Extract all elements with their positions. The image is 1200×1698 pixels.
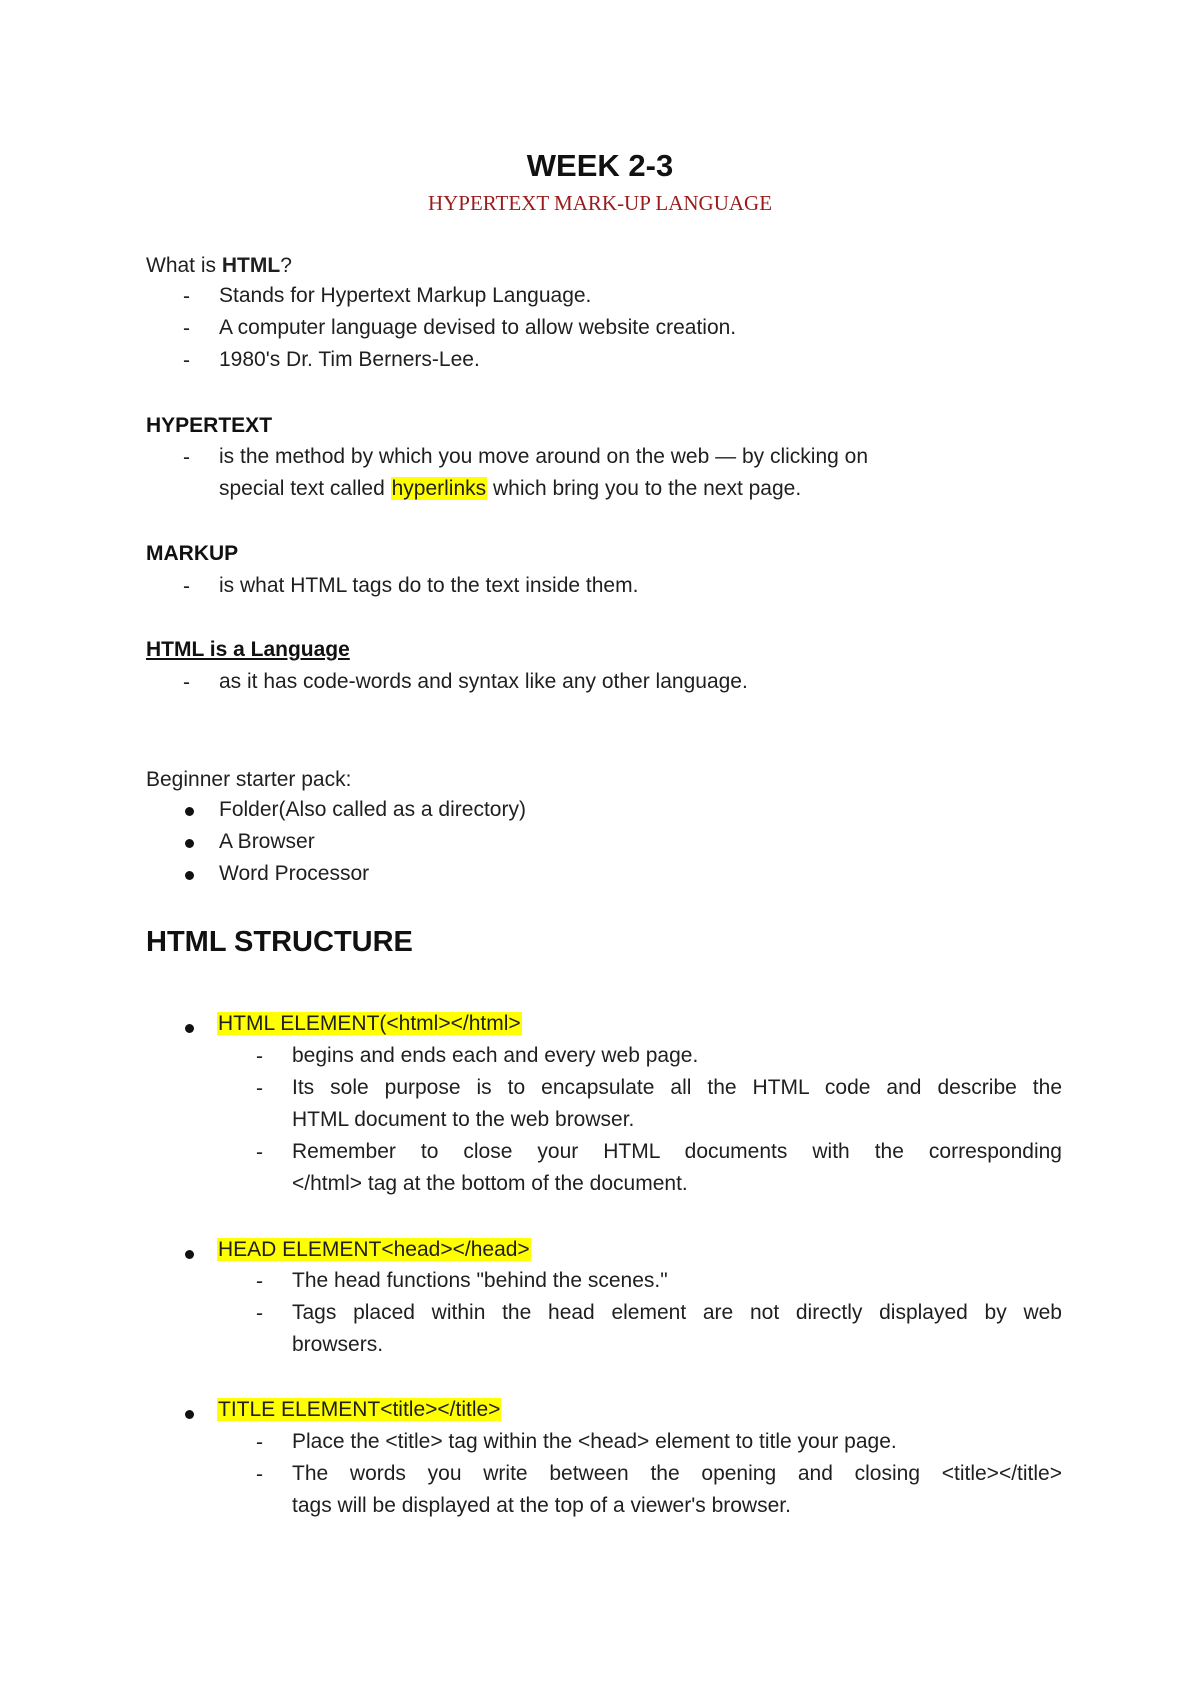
- list-item-continued: [219, 475, 801, 503]
- dash-marker: -: [256, 1302, 263, 1325]
- bullet-icon: [185, 871, 194, 880]
- list-item-line: Remember to close your HTML documents with the corresponding: [292, 1140, 1062, 1163]
- page-subtitle: HYPERTEXT MARK-UP LANGUAGE: [427, 191, 773, 215]
- list-item-line: </html> tag at the bottom of the document.: [292, 1172, 688, 1195]
- text-before-highlight: special text called: [219, 477, 391, 500]
- list-item: 1980's Dr. Tim Berners-Lee.: [219, 348, 480, 371]
- list-item: [292, 1297, 1062, 1361]
- list-item: begins and ends each and every web page.: [292, 1044, 699, 1067]
- structure-heading: HTML STRUCTURE: [146, 926, 413, 958]
- list-item: The head functions "behind the scenes.": [292, 1269, 668, 1292]
- text-after-highlight: which bring you to the next page.: [487, 477, 802, 500]
- list-item-line: The words you write between the opening and closing <title></title>: [292, 1462, 1062, 1485]
- bullet-icon: [185, 807, 194, 816]
- list-item: is what HTML tags do to the text inside them.: [219, 574, 639, 597]
- bullet-icon: [185, 1410, 194, 1419]
- head-element-highlight: HEAD ELEMENT<head></head>: [218, 1238, 530, 1261]
- list-item-line: tags will be displayed at the top of a viewer's browser.: [292, 1494, 791, 1517]
- list-item-line: browsers.: [292, 1333, 384, 1356]
- dash-marker: -: [256, 1463, 263, 1486]
- html-element-highlight: HTML ELEMENT(<html></html>: [218, 1012, 521, 1035]
- dash-marker: -: [183, 349, 190, 372]
- markup-heading: MARKUP: [146, 542, 239, 565]
- list-item-line: Its sole purpose is to encapsulate all the HTML code and describe the: [292, 1076, 1062, 1099]
- list-item: Folder(Also called as a directory): [219, 798, 526, 821]
- list-item: as it has code-words and syntax like any other language.: [219, 670, 748, 693]
- page-title: WEEK 2-3: [526, 148, 674, 183]
- bullet-icon: [185, 839, 194, 848]
- list-item: [292, 1072, 1062, 1136]
- what-is-suffix: ?: [280, 254, 292, 277]
- dash-marker: -: [183, 285, 190, 308]
- what-is-prefix: What is: [146, 254, 222, 277]
- html-element-label: [217, 1010, 522, 1038]
- list-item: A Browser: [219, 830, 315, 853]
- starter-pack-heading: Beginner starter pack:: [146, 768, 352, 791]
- dash-marker: -: [256, 1141, 263, 1164]
- dash-marker: -: [183, 446, 190, 469]
- dash-marker: -: [183, 575, 190, 598]
- what-is-bold: HTML: [221, 254, 281, 277]
- list-item: Stands for Hypertext Markup Language.: [219, 284, 592, 307]
- title-element-label: [217, 1396, 501, 1424]
- hypertext-heading: HYPERTEXT: [146, 414, 273, 437]
- bullet-icon: [185, 1250, 194, 1259]
- dash-marker: -: [256, 1045, 263, 1068]
- dash-marker: -: [256, 1270, 263, 1293]
- list-item: Word Processor: [219, 862, 370, 885]
- list-item: is the method by which you move around on the web — by clicking on: [219, 445, 869, 468]
- title-element-highlight: TITLE ELEMENT<title></title>: [218, 1398, 501, 1421]
- list-item-line: HTML document to the web browser.: [292, 1108, 635, 1131]
- list-item: [292, 1458, 1062, 1522]
- list-item: [292, 1136, 1062, 1200]
- dash-marker: -: [183, 671, 190, 694]
- head-element-label: [217, 1236, 531, 1264]
- bullet-icon: [185, 1024, 194, 1033]
- what-is-html-heading: [146, 252, 292, 280]
- dash-marker: -: [256, 1077, 263, 1100]
- list-item: A computer language devised to allow website creation.: [219, 316, 737, 339]
- dash-marker: -: [183, 317, 190, 340]
- list-item-line: Tags placed within the head element are not directly displayed by web: [292, 1301, 1062, 1324]
- dash-marker: -: [256, 1431, 263, 1454]
- list-item: Place the <title> tag within the <head> element to title your page.: [292, 1430, 897, 1453]
- language-heading: HTML is a Language: [146, 638, 350, 661]
- hyperlinks-highlight: hyperlinks: [391, 477, 487, 500]
